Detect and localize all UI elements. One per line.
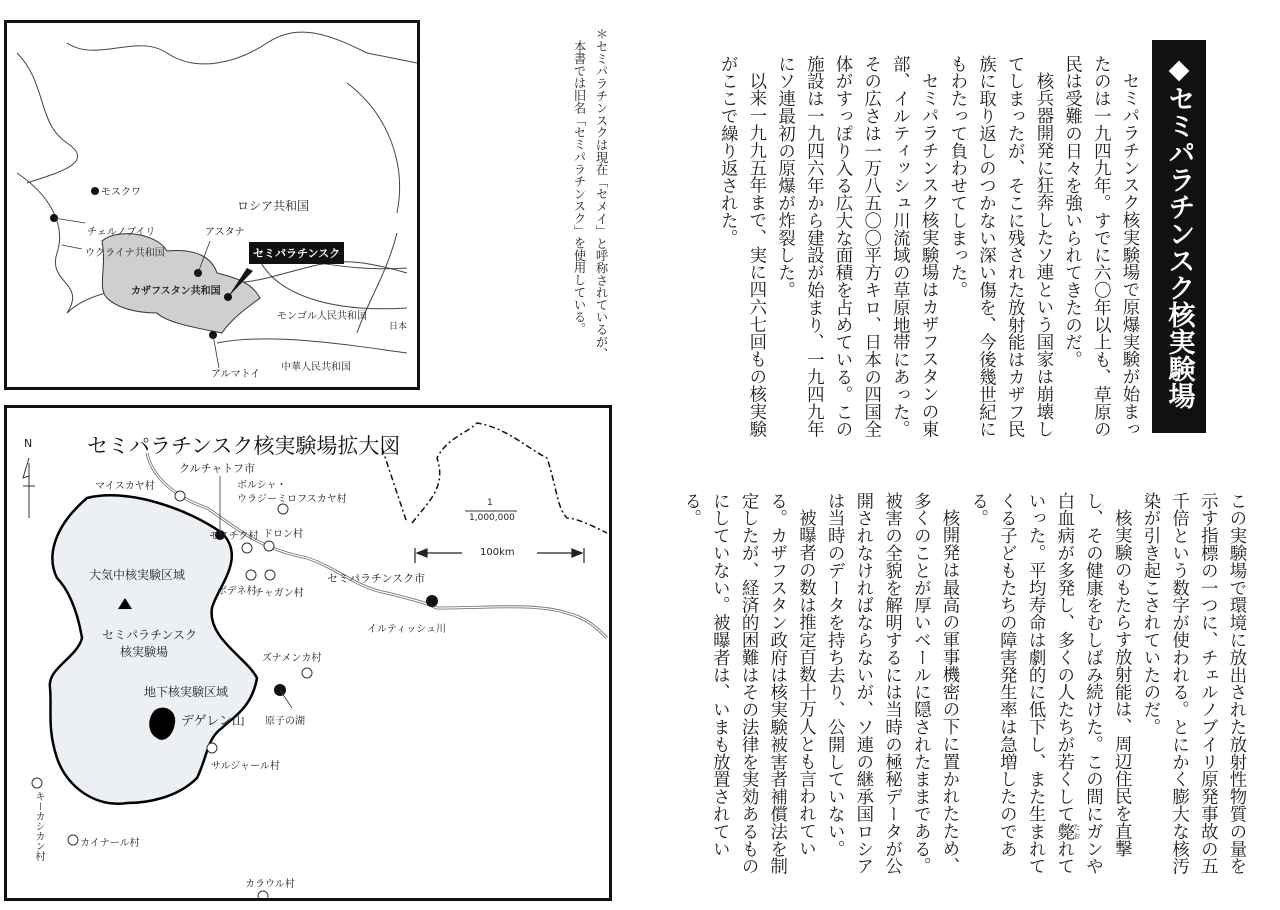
scandinavia: [17, 53, 78, 183]
village-kiikashikan: [32, 778, 42, 788]
distance-label: 100km: [480, 547, 515, 558]
semipalatinsk-city-dot: [426, 595, 438, 607]
label-site-2: 核実験場: [120, 645, 169, 659]
label-moscow: モスクワ: [101, 187, 141, 198]
paragraph: [963, 492, 1135, 880]
label-semipalatinsk-city: セミパラチンスク市: [327, 572, 426, 585]
label-degelen: デゲレン山: [181, 714, 245, 729]
label-irtysh: イルティッシュ川: [367, 624, 446, 635]
label-mongolia: モンゴル人民共和国: [277, 311, 367, 322]
label-astana: アスタナ: [205, 227, 245, 238]
label-site-1: セミパラチンスク: [102, 628, 198, 642]
label-bolshaya: ボルシャ・: [237, 480, 287, 491]
label-kurchatov: クルチャトフ市: [179, 462, 256, 475]
label-atmospheric-zone: 大気中核実験区域: [89, 568, 186, 582]
ruby-base: 斃: [1053, 822, 1074, 841]
label-russia: ロシア共和国: [237, 199, 310, 213]
label-china: 中華人民共和国: [281, 362, 351, 373]
overview-map: [4, 20, 420, 390]
village-bolshaya: [278, 504, 288, 514]
detail-map-title: セミパラチンスク核実験場拡大図: [87, 434, 401, 458]
village-chagan: [265, 570, 275, 580]
moscow-dot: [91, 187, 99, 195]
village-bodene: [246, 570, 256, 580]
footnote-line: ＊セミパラチンスクは現在「セメイ」と呼称されているが、: [594, 28, 608, 361]
paragraph: 被曝者の数は推定百数十万人とも言われている。カザフスタン政府は核実験被害者補償法を制定したが、経済的困難はその法律を実効あるものにしていない。被曝者は、いまも放置されている。: [680, 492, 816, 875]
north-arrow: [23, 458, 35, 518]
east-coast: [347, 83, 400, 213]
paragraph: 核開発は最高の軍事機密の下に置かれたため、多くのことが厚いベールに隠されたままである。被害の全貌を解明するには当時の極秘データが公開されなければならないが、ソ連の継承国ロシアは当時のデータを持ち去り、公開していない。: [824, 492, 959, 875]
footnote: [568, 28, 612, 368]
detail-map: [4, 405, 612, 901]
paragraph-part: れていった。平均寿命は劇的に低下し、また生まれてくる子どもたちの障害発生率は急増したのである。: [967, 492, 1074, 875]
village-kainar: [68, 835, 78, 845]
paragraph: セミパラチンスク核実験場はカザフスタンの東部、イルティッシュ川流域の草原地帯にあった。その広さは一万八五〇〇平方キロ、日本の四国全体がすっぽり入る広大な面積を占めている。この施設は一九四六年から建設が始まり、一九四九年にソ連最初の原爆が炸裂した。: [774, 55, 939, 438]
label-semipalatinsk-callout: セミパラチンスク: [249, 242, 344, 264]
label-almaty: アルマトイ: [211, 369, 261, 380]
village-karaul: [258, 891, 268, 898]
paragraph: この実験場で環境に放出された放射性物質の量を示す指標の一つに、チェルノブイリ原発事故の五千倍という数字が使われる。とにかく膨大な核汚染が引き起こされていたのだ。: [1139, 492, 1246, 875]
ruby-reading: たお: [1072, 822, 1081, 840]
ruby-word: [1053, 822, 1081, 841]
village-maiskaya: [175, 491, 185, 501]
village-sarjal: [207, 743, 217, 753]
label-karaul: カラウル村: [245, 879, 295, 890]
label-japan: 日本: [389, 322, 408, 332]
village-dolon: [264, 541, 274, 551]
body-section-1: [703, 55, 1143, 443]
overview-map-drawing: [7, 23, 417, 387]
section-heading: [1152, 40, 1206, 433]
paragraph: セミパラチンスク核実験場で原爆実験が始まったのは一九四九年。すでに六〇年以上も、草原の民は受難の日々を強いられてきたのだ。: [1061, 55, 1139, 438]
village-znamenka: [302, 668, 312, 678]
north-label: N: [24, 437, 33, 450]
label-chernobyl: チェルノブイリ: [87, 227, 156, 238]
label-kiikashikan: キーカシカン村: [33, 791, 44, 861]
scale-denominator: 1,000,000: [469, 513, 515, 523]
label-kazakhstan: カザフスタン共和国: [131, 286, 221, 297]
label-kainar: カイナール村: [80, 838, 140, 849]
paragraph-part: 核実験のもたらす放射能は、周辺住民を直撃し、その健康をむしばみ続けた。この間にガンや白血病が多発し、多くの人たちが若くして: [1053, 492, 1132, 875]
paragraph: 以来一九九五年まで、実に四六七回もの核実験がここで繰り返された。: [717, 55, 766, 438]
section-heading-text: ◆セミパラチンスク核実験場: [1163, 54, 1195, 409]
label-ukraine: ウクライナ共和国: [85, 248, 165, 259]
village-moschik: [242, 543, 252, 553]
border-ukraine: [17, 173, 73, 313]
mongolia-border: [260, 259, 407, 309]
body-section-2: [680, 492, 1250, 880]
label-dolon: ドロン村: [263, 529, 303, 540]
label-maiskaya: マイスカヤ村: [95, 481, 155, 492]
label-sarjal: サルジャール村: [211, 761, 280, 772]
china-border: [217, 339, 407, 353]
scale-numerator: 1: [487, 498, 493, 508]
label-underground-zone: 地下核実験区域: [144, 685, 229, 699]
paragraph: 核兵器開発に狂奔したソ連という国家は崩壊してしまったが、そこに残された放射能はカザフ民族に取り返しのつかない深い傷を、今後幾世紀にもわたって負わせてしまった。: [946, 55, 1053, 438]
coastline-north: [67, 32, 417, 64]
footnote-line: 本書では旧名「セミパラチンスク」を使用している。: [572, 40, 586, 336]
label-atomic-lake: 原子の湖: [265, 716, 305, 727]
label-bodene: ボデネ村: [217, 586, 257, 597]
label-bolshaya-2: ウラジーミロフスカヤ村: [237, 494, 347, 505]
label-chagan: チャガン村: [254, 588, 304, 599]
label-znamenka: ズナメンカ村: [262, 653, 322, 664]
label-moschik: モスチク村: [209, 531, 259, 542]
